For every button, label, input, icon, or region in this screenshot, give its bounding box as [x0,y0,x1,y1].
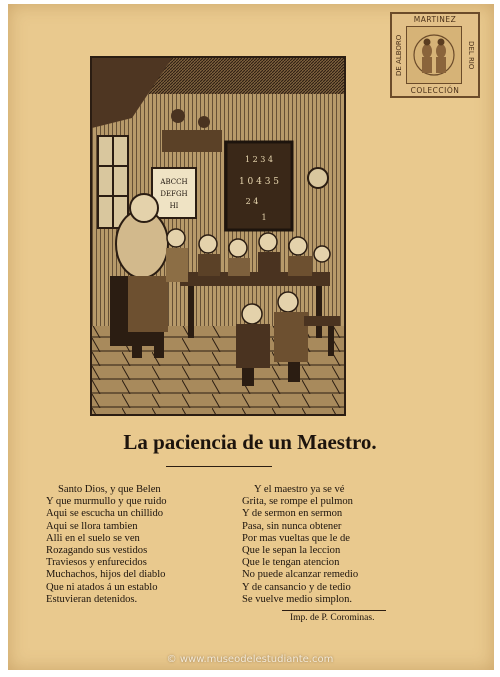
verse-line: Por mas vueltas que le de [242,532,350,544]
verse-line: Y de cansancio y de tedio [242,581,351,593]
verse-line: Y que murmullo y que ruido [46,496,167,508]
imprint-divider [282,610,386,611]
board-numbers-4: 1 [261,213,267,222]
verse-line: Muchachos, hijos del diablo [46,569,166,581]
verse-line: Y el maestro ya se vé [254,484,345,495]
wall-chart-line-3: HI [169,202,179,210]
verse-line: Alli en el suelo se ven [46,532,140,544]
verse-line: Traviesos y enfurecidos [46,557,147,569]
stamp-right-text: DEL RIO [467,40,475,70]
stamp-top-text: MARTINEZ [413,15,457,24]
website-watermark: © www.museodelestudiante.com [166,654,334,665]
verse-line: Que le sepan la leccion [242,545,341,557]
verse-right-column [242,484,358,606]
wall-chart-line-1: ABCCH [160,178,188,186]
verse-left-column [46,484,167,606]
verse-line: Santo Dios, y que Belen [58,484,161,495]
printer-imprint: Imp. de P. Corominas. [290,613,375,623]
board-numbers-2: 1 0 4 3 5 [238,177,280,187]
verse-line: Pasa, sin nunca obtener [242,520,342,532]
stamp-left-text: DE ALBORO [395,34,403,76]
classroom-woodcut-illustration [90,56,346,416]
verse-line: Que le tengan atencion [242,557,340,569]
verse-line: Se vuelve medio simplon. [242,593,353,605]
verse-line: Aqui se escucha un chillido [46,508,164,520]
verse-line: Aqui se llora tambien [46,520,138,532]
verse-line: No puede alcanzar remedio [242,569,359,581]
title-divider [166,466,272,467]
verse-line: Rozagando sus vestidos [46,545,148,557]
verse-line: Y de sermon en sermon [242,508,343,520]
wall-chart-line-2: DEFGH [160,190,188,198]
poem-title: La paciencia de un Maestro. [123,430,377,454]
stamp-seal-icon [406,26,462,84]
verse-line: Grita, se rompe el pulmon [242,496,353,508]
board-numbers-3: 2 4 [245,197,259,206]
collection-stamp [390,12,480,98]
verse-line: Que ni atados á un establo [46,581,158,593]
board-numbers-1: 1 2 3 4 [245,155,273,164]
stamp-bottom-text: COLECCIÓN [410,86,460,95]
verse-line: Estuvieran detenidos. [46,593,138,605]
